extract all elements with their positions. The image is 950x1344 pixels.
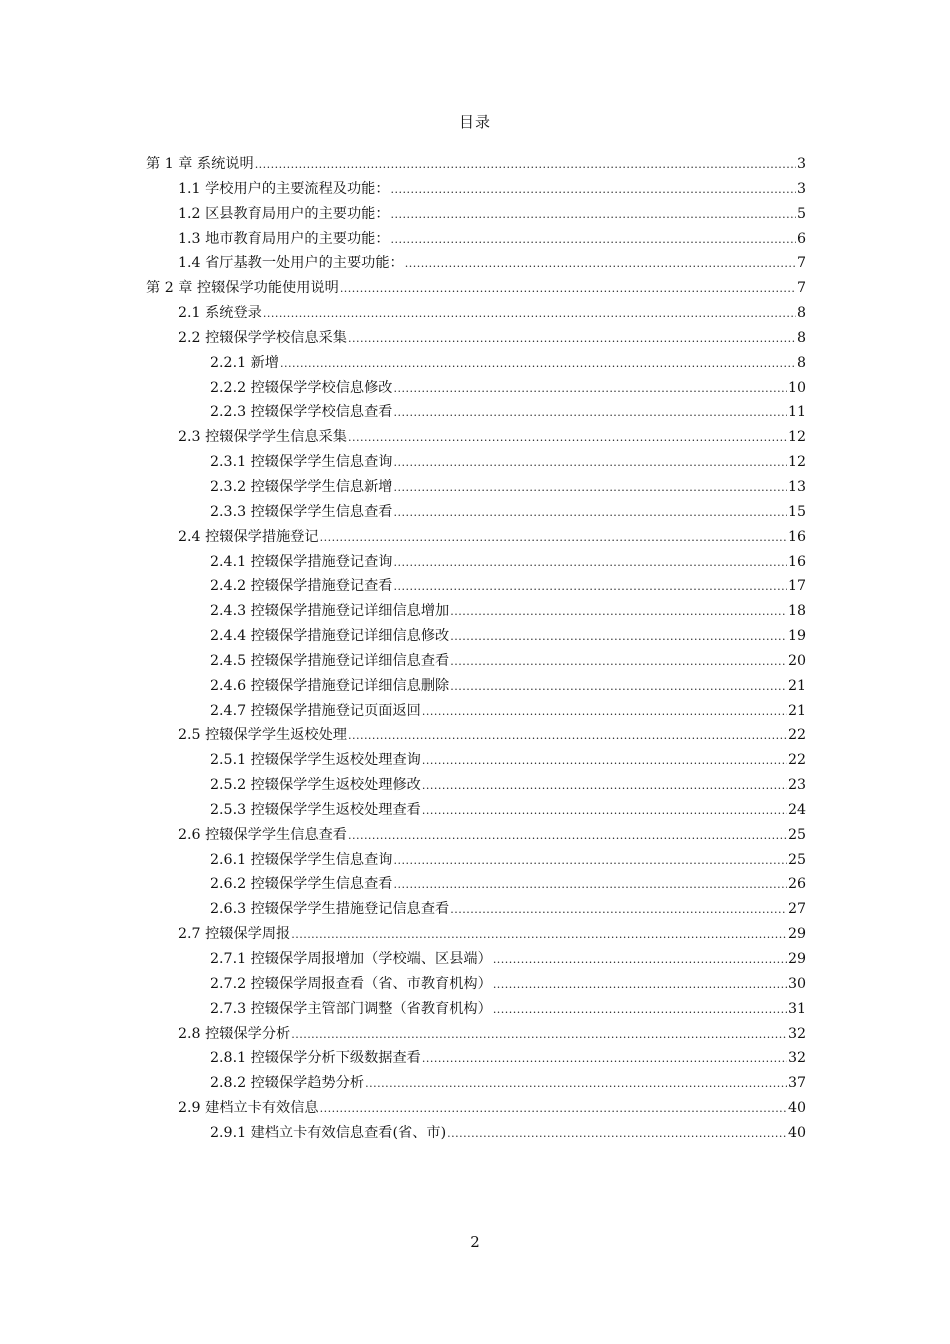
toc-entry[interactable] xyxy=(146,972,806,997)
toc-dot-leader xyxy=(450,650,787,675)
toc-entry-label: 1.4 省厅基教一处用户的主要功能： xyxy=(178,255,404,272)
toc-entry[interactable] xyxy=(146,1071,806,1096)
toc-entry-page-number: 32 xyxy=(787,1050,806,1067)
toc-entry-page-number: 7 xyxy=(796,280,806,297)
toc-entry-page-number: 21 xyxy=(787,677,806,694)
toc-entry-page-number: 6 xyxy=(796,230,806,247)
toc-dot-leader xyxy=(450,675,787,700)
toc-entry-page-number: 22 xyxy=(787,752,806,769)
toc-entry-label: 2.4.5 控辍保学措施登记详细信息查看 xyxy=(210,652,450,669)
toc-dot-leader xyxy=(291,1023,787,1048)
toc-entry-page-number: 30 xyxy=(787,975,806,992)
toc-entry[interactable] xyxy=(146,301,806,326)
toc-dot-leader xyxy=(391,203,796,228)
toc-entry[interactable] xyxy=(146,400,806,425)
toc-entry-page-number: 8 xyxy=(796,354,806,371)
toc-dot-leader xyxy=(422,799,787,824)
toc-entry[interactable] xyxy=(146,947,806,972)
toc-entry[interactable] xyxy=(146,897,806,922)
toc-entry-label: 2.7.2 控辍保学周报查看（省、市教育机构） xyxy=(210,975,492,992)
toc-dot-leader xyxy=(340,277,796,302)
toc-entry-page-number: 20 xyxy=(787,652,806,669)
toc-entry-page-number: 21 xyxy=(787,702,806,719)
toc-entry-page-number: 31 xyxy=(787,1000,806,1017)
toc-dot-leader xyxy=(394,377,787,402)
toc-dot-leader xyxy=(280,352,796,377)
toc-dot-leader xyxy=(450,898,787,923)
toc-entry[interactable] xyxy=(146,202,806,227)
toc-entry[interactable] xyxy=(146,1022,806,1047)
toc-dot-leader xyxy=(391,178,796,203)
toc-entry-label: 1.3 地市教育局用户的主要功能： xyxy=(178,230,390,247)
toc-entry-page-number: 23 xyxy=(787,777,806,794)
toc-entry[interactable] xyxy=(146,674,806,699)
toc-entry-page-number: 12 xyxy=(787,454,806,471)
page-number: 2 xyxy=(470,1233,480,1251)
toc-dot-leader xyxy=(365,1072,787,1097)
toc-entry[interactable] xyxy=(146,599,806,624)
toc-entry[interactable] xyxy=(146,823,806,848)
toc-entry-page-number: 7 xyxy=(796,255,806,272)
toc-entry-page-number: 11 xyxy=(787,404,806,421)
toc-entry-page-number: 37 xyxy=(787,1075,806,1092)
toc-entry-label: 2.3.3 控辍保学学生信息查看 xyxy=(210,503,393,520)
toc-entry[interactable] xyxy=(146,1121,806,1146)
toc-dot-leader xyxy=(422,774,787,799)
toc-entry-label: 第 2 章 控辍保学功能使用说明 xyxy=(146,280,339,297)
toc-dot-leader xyxy=(394,873,787,898)
toc-entry-label: 2.9.1 建档立卡有效信息查看(省、市) xyxy=(210,1124,447,1141)
toc-entry-page-number: 12 xyxy=(787,429,806,446)
toc-entry-label: 2.9 建档立卡有效信息 xyxy=(178,1100,319,1117)
toc-entry[interactable] xyxy=(146,872,806,897)
toc-dot-leader xyxy=(447,1122,787,1147)
toc-entry-page-number: 26 xyxy=(787,876,806,893)
toc-dot-leader xyxy=(348,824,787,849)
toc-entry-label: 2.7 控辍保学周报 xyxy=(178,926,291,943)
toc-entry-page-number: 32 xyxy=(787,1025,806,1042)
toc-entry-page-number: 27 xyxy=(787,901,806,918)
toc-entry[interactable] xyxy=(146,276,806,301)
toc-entry-page-number: 8 xyxy=(796,305,806,322)
toc-dot-leader xyxy=(405,252,796,277)
toc-entry-page-number: 24 xyxy=(787,801,806,818)
toc-entry[interactable] xyxy=(146,326,806,351)
toc-entry[interactable] xyxy=(146,177,806,202)
toc-entry-label: 2.7.3 控辍保学主管部门调整（省教育机构） xyxy=(210,1000,492,1017)
toc-dot-leader xyxy=(263,302,796,327)
toc-dot-leader xyxy=(348,327,796,352)
toc-entry[interactable] xyxy=(146,922,806,947)
toc-entry-label: 2.4.1 控辍保学措施登记查询 xyxy=(210,553,393,570)
toc-entry-page-number: 40 xyxy=(787,1100,806,1117)
toc-entry-label: 2.4 控辍保学措施登记 xyxy=(178,528,319,545)
toc-entry-page-number: 13 xyxy=(787,478,806,495)
toc-entry-label: 2.5.2 控辍保学学生返校处理修改 xyxy=(210,777,421,794)
toc-dot-leader xyxy=(422,1047,787,1072)
toc-entry-label: 2.6.1 控辍保学学生信息查询 xyxy=(210,851,393,868)
toc-dot-leader xyxy=(394,476,787,501)
toc-entry-label: 2.8.2 控辍保学趋势分析 xyxy=(210,1075,365,1092)
toc-dot-leader xyxy=(394,849,787,874)
toc-entry[interactable] xyxy=(146,500,806,525)
toc-entry-page-number: 29 xyxy=(787,926,806,943)
toc-entry-label: 2.8.1 控辍保学分析下级数据查看 xyxy=(210,1050,421,1067)
toc-entry-page-number: 3 xyxy=(796,156,806,172)
toc-entry-label: 2.2.1 新增 xyxy=(210,354,279,371)
toc-dot-leader xyxy=(320,526,787,551)
toc-entry-page-number: 15 xyxy=(787,503,806,520)
toc-entry-label: 2.1 系统登录 xyxy=(178,305,262,322)
toc-entry[interactable] xyxy=(146,251,806,276)
toc-dot-leader xyxy=(394,451,787,476)
toc-dot-leader xyxy=(394,401,787,426)
toc-entry-page-number: 19 xyxy=(787,628,806,645)
toc-entry-label: 2.4.2 控辍保学措施登记查看 xyxy=(210,578,393,595)
toc-entry[interactable] xyxy=(146,1046,806,1071)
toc-entry-label: 2.3 控辍保学学生信息采集 xyxy=(178,429,347,446)
toc-entry-label: 2.2.2 控辍保学学校信息修改 xyxy=(210,379,393,396)
toc-entry[interactable] xyxy=(146,748,806,773)
toc-entry[interactable] xyxy=(146,227,806,252)
toc-entry-label: 1.1 学校用户的主要流程及功能： xyxy=(178,180,390,197)
toc-dot-leader xyxy=(348,426,787,451)
toc-entry[interactable] xyxy=(146,723,806,748)
toc-entry-page-number: 40 xyxy=(787,1124,806,1141)
toc-entry-page-number: 17 xyxy=(787,578,806,595)
toc-dot-leader xyxy=(422,700,787,725)
toc-entry-label: 2.6 控辍保学学生信息查看 xyxy=(178,826,347,843)
toc-entry-label: 2.5.3 控辍保学学生返校处理查看 xyxy=(210,801,421,818)
toc-dot-leader xyxy=(255,153,796,178)
toc-dot-leader xyxy=(391,228,796,253)
toc-entry-page-number: 29 xyxy=(787,951,806,967)
toc-entry-page-number: 16 xyxy=(787,553,806,570)
toc-dot-leader xyxy=(348,724,787,749)
toc-dot-leader xyxy=(450,625,787,650)
toc-entry-page-number: 25 xyxy=(787,826,806,843)
toc-entry[interactable] xyxy=(146,351,806,376)
table-of-contents xyxy=(146,152,806,1146)
toc-entry-label: 第 1 章 系统说明 xyxy=(146,156,254,172)
toc-entry-label: 2.4.3 控辍保学措施登记详细信息增加 xyxy=(210,603,450,620)
toc-entry[interactable] xyxy=(146,649,806,674)
toc-entry-label: 2.4.7 控辍保学措施登记页面返回 xyxy=(210,702,421,719)
toc-dot-leader xyxy=(394,501,787,526)
toc-entry[interactable] xyxy=(146,574,806,599)
toc-dot-leader xyxy=(493,973,787,998)
toc-entry-label: 2.6.3 控辍保学学生措施登记信息查看 xyxy=(210,901,450,918)
toc-entry-page-number: 22 xyxy=(787,727,806,744)
toc-entry-label: 2.3.1 控辍保学学生信息查询 xyxy=(210,454,393,471)
toc-entry-page-number: 5 xyxy=(796,205,806,222)
toc-entry[interactable] xyxy=(146,997,806,1022)
toc-entry[interactable] xyxy=(146,525,806,550)
toc-entry[interactable] xyxy=(146,773,806,798)
toc-dot-leader xyxy=(450,600,787,625)
toc-entry-page-number: 18 xyxy=(787,603,806,620)
toc-dot-leader xyxy=(422,749,787,774)
toc-entry[interactable] xyxy=(146,152,806,177)
toc-entry-page-number: 10 xyxy=(787,379,806,396)
toc-entry[interactable] xyxy=(146,624,806,649)
toc-entry-page-number: 3 xyxy=(796,180,806,197)
toc-entry-label: 2.5 控辍保学学生返校处理 xyxy=(178,727,347,744)
toc-entry-label: 2.2 控辍保学学校信息采集 xyxy=(178,329,347,346)
toc-dot-leader xyxy=(394,551,787,576)
toc-entry[interactable] xyxy=(146,550,806,575)
toc-dot-leader xyxy=(320,1097,787,1122)
toc-dot-leader xyxy=(394,575,787,600)
toc-entry[interactable] xyxy=(146,425,806,450)
toc-entry[interactable] xyxy=(146,699,806,724)
toc-entry-label: 2.8 控辍保学分析 xyxy=(178,1025,291,1042)
toc-entry[interactable] xyxy=(146,1096,806,1121)
toc-dot-leader xyxy=(493,998,787,1023)
toc-entry-page-number: 8 xyxy=(796,329,806,346)
toc-entry-label: 2.3.2 控辍保学学生信息新增 xyxy=(210,478,393,495)
toc-entry[interactable] xyxy=(146,475,806,500)
toc-entry-label: 2.6.2 控辍保学学生信息查看 xyxy=(210,876,393,893)
toc-entry-label: 2.7.1 控辍保学周报增加（学校端、区县端） xyxy=(210,951,492,967)
toc-entry[interactable] xyxy=(146,450,806,475)
toc-entry[interactable] xyxy=(146,376,806,401)
toc-entry-label: 2.2.3 控辍保学学校信息查看 xyxy=(210,404,393,421)
toc-entry-page-number: 16 xyxy=(787,528,806,545)
toc-title: 目录 xyxy=(458,113,491,131)
toc-entry[interactable] xyxy=(146,848,806,873)
toc-entry-label: 2.4.4 控辍保学措施登记详细信息修改 xyxy=(210,628,450,645)
toc-entry-label: 1.2 区县教育局用户的主要功能： xyxy=(178,205,390,222)
toc-entry[interactable] xyxy=(146,798,806,823)
toc-entry-label: 2.5.1 控辍保学学生返校处理查询 xyxy=(210,752,421,769)
toc-entry-page-number: 25 xyxy=(787,851,806,868)
toc-dot-leader xyxy=(291,923,787,948)
toc-entry-label: 2.4.6 控辍保学措施登记详细信息删除 xyxy=(210,677,450,694)
toc-dot-leader xyxy=(493,948,787,973)
